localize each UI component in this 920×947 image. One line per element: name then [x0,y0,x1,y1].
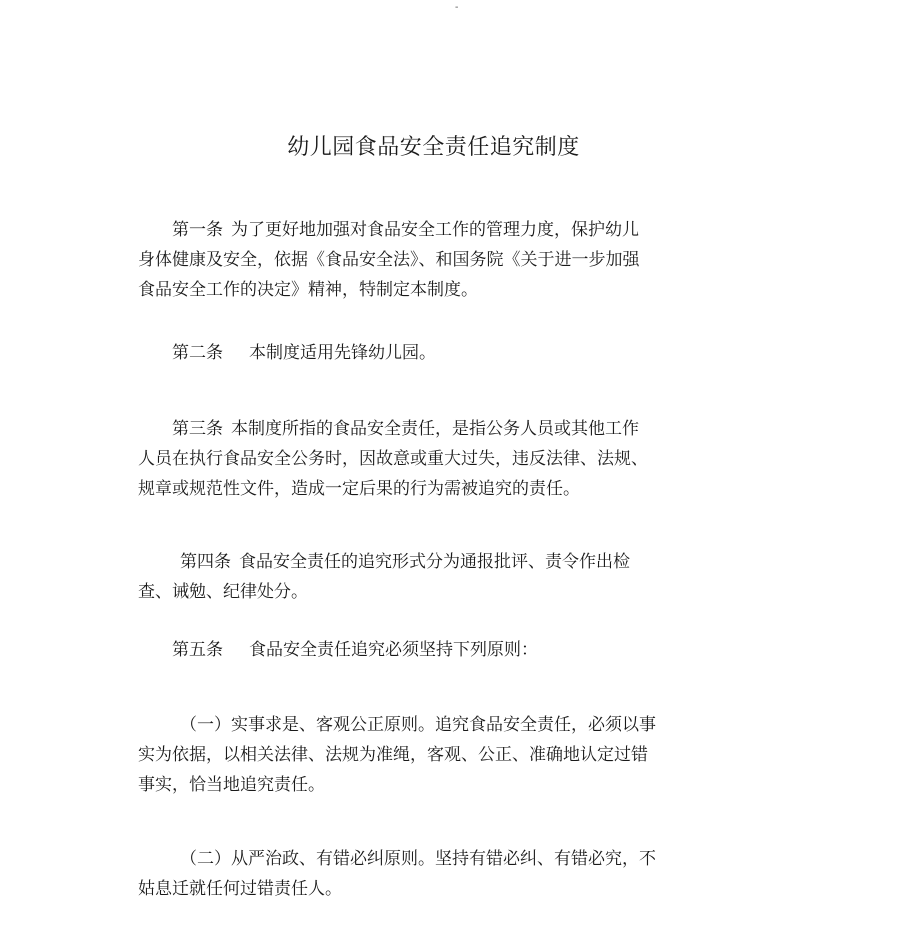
principle-1-line-1: （一）实事求是、客观公正原则。追究食品安全责任，必须以事 [180,715,656,735]
principle-1 [138,710,698,800]
principle-2-line-1: （二）从严治政、有错必纠原则。坚持有错必纠、有错必究，不 [180,849,656,869]
article-3-line-2: 人员在执行食品安全公务时，因故意或重大过失，违反法律、法规、 [138,449,648,469]
document-title: 幼儿园食品安全责任追究制度 [287,135,580,160]
article-2-label: 第二条 [172,343,223,363]
article-3-label: 第三条 [172,419,223,439]
header-mark: - [455,2,459,13]
article-1-line-1: 为了更好地加强对食品安全工作的管理力度，保护幼儿 [231,220,639,240]
article-1 [138,215,698,305]
article-1-line-2: 身体健康及安全，依据《食品安全法》、和国务院《关于进一步加强 [138,250,640,270]
principle-2 [138,844,698,904]
article-4 [138,547,698,607]
article-3 [138,414,698,504]
principle-1-line-3: 事实，恰当地追究责任。 [138,775,325,795]
article-4-label: 第四条 [180,552,231,572]
article-4-line-2: 查、诫勉、纪律处分。 [138,582,308,602]
article-5 [138,635,698,665]
article-5-line-1: 食品安全责任追究必须坚持下列原则： [249,640,538,660]
article-4-line-1: 食品安全责任的追究形式分为通报批评、责令作出检 [239,552,630,572]
article-1-label: 第一条 [172,220,223,240]
article-2-line-1: 本制度适用先锋幼儿园。 [249,343,436,363]
article-2 [138,338,698,368]
principle-2-line-2: 姑息迁就任何过错责任人。 [138,879,342,899]
article-3-line-3: 规章或规范性文件，造成一定后果的行为需被追究的责任。 [138,479,580,499]
principle-1-line-2: 实为依据，以相关法律、法规为准绳，客观、公正、准确地认定过错 [138,745,648,765]
article-3-line-1: 本制度所指的食品安全责任，是指公务人员或其他工作 [231,419,639,439]
article-5-label: 第五条 [172,640,223,660]
article-1-line-3: 食品安全工作的决定》精神，特制定本制度。 [138,280,478,300]
